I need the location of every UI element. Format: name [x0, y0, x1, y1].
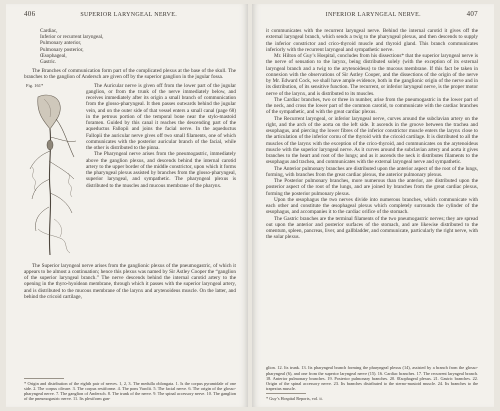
nerve-figure [24, 83, 82, 263]
auricular-paragraph: The Auricular nerve is given off from the lower part of the jugular ganglion, or from the trunk of the nerve immediately below, and receives immediately after its origin a small branch of communication from the glosso-pharyngeal. It then passes outwards behind the jugular vein, and on the outer side of that vessel enters a small canal (page 68) in the petrous portion of the temporal bone near the stylo-mastoid foramen. Guided by this canal it reaches the descending part of the aqueductus Fallopii and joins the facial nerve. In the aqueductus Fallopii the auricular nerve gives off two small filaments, one of which communicates with the posterior auricular branch of the facial, while the other is distributed to the pinna. [86, 82, 236, 152]
pharyngeal-paragraph: The Pharyngeal nerve arises from the pneumogastric, immediately above the ganglion plexus, and descends behind the internal carotid artery to the upper border of the middle constrictor, upon which it forms the pharyngeal plexus assisted by branches from the glosso-pharyngeal, superior laryngeal, and sympathetic. The pharyngeal plexus is distributed to the muscles and mucous membrane of the pharynx. [86, 151, 236, 189]
list-item: Gastric. [40, 59, 57, 66]
right-running-head [266, 10, 478, 18]
right-paragraph-6: The Posterior pulmonary branches, more numerous than the anterior, are distributed upon the posterior aspect of the root of the lungs, and are joined by branches from the great cardiac plexus, forming the posterior pulmonary plexus. [266, 178, 478, 197]
left-footnote-text: * Origin and distribution of the eighth pair of nerves. 1, 2, 3. The medulla oblongata. 1. Is the corpus pyramidale of one side. 2. The corpus olivare. 3. The corpus restiforme. 4. The pons Varolii. 5. The facial nerve. 6. The origin of the glosso-pharyngeal nerve. 7. The ganglion of Andersch. 8. The trunk of the nerve. 9. The spinal accessory nerve. 10. The ganglion of the pneumogastric nerve. 11. Its plexiform gan- [24, 380, 236, 401]
right-running-title: INFERIOR LARYNGEAL NERVE. [325, 12, 421, 18]
branch-list [40, 28, 236, 65]
left-running-head [24, 10, 236, 18]
figure-block [24, 83, 236, 263]
right-page-number: 407 [466, 10, 478, 18]
right-paragraph-7: Upon the œsophagus the two nerves divide into numerous branches, which communicate with each other and constitute the œsophageal plexus which completely surrounds the cylinder of the œsophagus, and accompanies it to the cardiac orifice of the stomach. [266, 196, 478, 216]
right-paragraph-5: The Anterior pulmonary branches are distributed upon the anterior aspect of the root of the lungs, forming, with branches from the great cardiac plexus, the anterior pulmonary plexus. [266, 165, 478, 178]
right-paragraph-1: it communicates with the recurrent laryngeal nerve. Behind the internal carotid it gives off the external laryngeal branch, which sends a twig to the pharyngeal plexus, and then descends to supply the inferior constrictor and crico-thyroid muscle and thyroid gland. This branch communicates inferiorly with the recurrent laryngeal and sympathetic nerve. [266, 28, 478, 53]
figure-label: Fig. 161* [26, 82, 44, 88]
right-paragraph-2: Mr. Hilton of Guy’s Hospital, concludes from his dissections* that the superior laryngeal nerve is the nerve of sensation to the larynx, being distributed solely (with the exception of its external laryngeal branch and a twig to the arytenoideus) to the mucous membrane. If this fact be taken in connexion with the observations of Sir Astley Cooper, and the dissections of the origin of the nerve by Mr. Edward Cock, we shall have ample evidence, both in the ganglionic origin of the nerve and in its distribution, of its sensitive function. The recurrent, or inferior laryngeal nerve, is the proper motor nerve of the larynx, and is distributed to its muscles. [266, 53, 478, 97]
right-page [252, 4, 494, 407]
left-page [6, 4, 248, 407]
superior-laryngeal-paragraph: The Superior laryngeal nerve arises from the ganglionic plexus of the pneumogastric, of which it appears to be almost a continuation; hence this plexus was named by Sir Astley Cooper the “ganglion of the superior laryngeal branch.” The nerve descends behind the internal carotid artery to the opening in the thyro-hyoidean membrane, through which it passes with the superior laryngeal artery, and is distributed to the mucous membrane of the larynx and arytenoideus muscle. On the latter, and behind the cricoid cartilage, [24, 262, 236, 300]
intro-paragraph: The Branches of communication form part of the complicated plexus at the base of the skull. The branches to the ganglion of Andersch are given off by the superior ganglion in the jugular fossa. [24, 68, 236, 81]
footnote-rule [24, 378, 64, 379]
left-running-title: SUPERIOR LARYNGEAL NERVE. [80, 12, 178, 18]
list-item: Pulmonary anterior, [40, 40, 82, 47]
right-paragraph-8: The Gastric branches are the terminal filaments of the two pneumogastric nerves; they are spread out upon the anterior and posterior surfaces of the stomach, and are likewise distributed to the omentum, spleen, pancreas, liver, and gallbladder, and communicate, particularly the right nerve, with the solar plexus. [266, 215, 478, 241]
list-item: Œsophageal, [40, 52, 67, 59]
right-footnote [266, 365, 478, 401]
list-item: Inferior or recurrent laryngeal, [40, 34, 104, 41]
right-paragraph-3: The Cardiac branches, two or three in number, arise from the pneumogastric in the lower part of the neck, and cross the lower part of the common carotid, to communicate with the cardiac branches of the sympathetic, and with the great cardiac plexus. [266, 96, 478, 116]
left-footnote [24, 378, 236, 401]
nerve-illustration [24, 89, 82, 259]
list-item: Cardiac, [40, 28, 58, 34]
right-footnote-text: glion. 12. Its trunk. 13. Its pharyngeal branch forming the pharyngeal plexus (14), assisted by a branch from the glosso-pharyngeal (6), and one from the superior laryngeal nerve (15). 16. Cardiac branches. 17. The recurrent laryngeal branch. 18. Anterior pulmonary branches. 19. Posterior pulmonary branches. 20. Œsophageal plexus. 21. Gastric branches. 22. Origin of the spinal accessory nerve. 23. Its branches distributed to the sterno-mastoid muscle. 24. Its branches to the trapezius muscle. [266, 365, 478, 391]
right-footnote-ref: * Guy’s Hospital Reports, vol. ii. [266, 395, 323, 401]
list-item: Pulmonary posterior, [40, 46, 84, 53]
footnote-rule [266, 393, 306, 394]
left-page-number: 406 [24, 10, 36, 18]
right-paragraph-4: The Recurrent laryngeal, or inferior laryngeal nerve, curves around the subclavian artery on the right, and the arch of the aorta on the left side. It ascends in the groove between the trachea and œsophagus, and piercing the lower fibres of the inferior constrictor muscle enters the larynx close to the articulation of the inferior cornu of the thyroid with the cricoid cartilage. It is distributed to all the muscles of the larynx with the exception of the crico-thyroid, and communicates on the arytenoideus muscle with the superior laryngeal nerve. As it curves around the subclavian artery and aorta it gives branches to the heart and root of the lungs; and as it ascends the neck it distributes filaments to the œsophagus and trachea, and communicates with the external laryngeal nerve and sympathetic. [266, 115, 478, 166]
